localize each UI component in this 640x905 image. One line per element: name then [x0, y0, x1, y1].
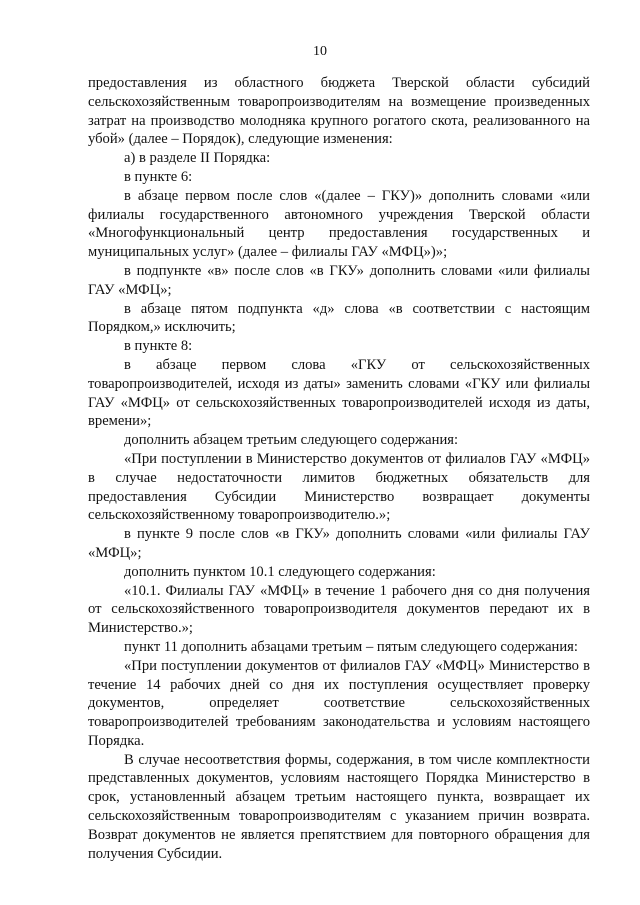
paragraph: «При поступлении в Министерство документов от филиалов ГАУ «МФЦ» в случае недостаточности лимитов бюджетных обязательств для предоставления Субсидии Министерство возвращает документы сельскохозяйственному товаропроизводителю.»; [88, 450, 590, 524]
paragraph: в абзаце первом слова «ГКУ от сельскохозяйственных товаропроизводителей, исходя из даты» заменить словами «ГКУ или филиалы ГАУ «МФЦ» от сельскохозяйственных товаропроизводителей исходя из даты, времени»; [88, 356, 590, 430]
paragraph: В случае несоответствия формы, содержания, в том числе комплектности представленных документов, условиям настоящего Порядка Министерство в срок, установленный абзацем третьим настоящего пункта, возвращает их сельскохозяйственным товаропроизводителям с указанием причин возврата. Возврат документов не является препятствием для повторного обращения для получения Субсидии. [88, 751, 590, 862]
paragraph: в абзаце первом после слов «(далее – ГКУ)» дополнить словами «или филиалы государственного автономного учреждения Тверской области «Многофункциональный центр предоставления государственных и муниципальных услуг» (далее – филиалы ГАУ «МФЦ»)»; [88, 187, 590, 261]
paragraph: дополнить абзацем третьим следующего содержания: [124, 432, 459, 449]
paragraph: в пункте 6: [124, 168, 193, 185]
paragraph: в подпункте «в» после слов «в ГКУ» дополнить словами «или филиалы ГАУ «МФЦ»; [88, 262, 590, 298]
document-body [88, 74, 590, 863]
paragraph: в пункте 9 после слов «в ГКУ» дополнить словами «или филиалы ГАУ «МФЦ»; [88, 526, 590, 561]
paragraph: в пункте 8: [124, 338, 193, 355]
paragraph: дополнить пунктом 10.1 следующего содержания: [124, 563, 436, 580]
paragraph: предоставления из областного бюджета Тверской области субсидий сельскохозяйственным товаропроизводителям на возмещение произведенных затрат на производство молодняка крупного рогатого скота, реализованного на убой» (далее – Порядок), следующие изменения: [88, 75, 590, 148]
paragraph: «При поступлении документов от филиалов ГАУ «МФЦ» Министерство в течение 14 рабочих дней со дня их поступления осуществляет проверку документов, определяет соответствие сельскохозяйственных товаропроизводителей требованиям законодательства и условиям настоящего Порядка. [88, 657, 590, 749]
paragraph: «10.1. Филиалы ГАУ «МФЦ» в течение 1 рабочего дня со дня получения от сельскохозяйственного товаропроизводителя документов передают их в Министерство.»; [88, 582, 590, 637]
paragraph: в абзаце пятом подпункта «д» слова «в соответствии с настоящим Порядком,» исключить; [88, 300, 590, 336]
paragraph: а) в разделе II Порядка: [124, 150, 271, 167]
page-number: 10 [313, 44, 327, 59]
paragraph: пункт 11 дополнить абзацами третьим – пятым следующего содержания: [124, 638, 578, 655]
